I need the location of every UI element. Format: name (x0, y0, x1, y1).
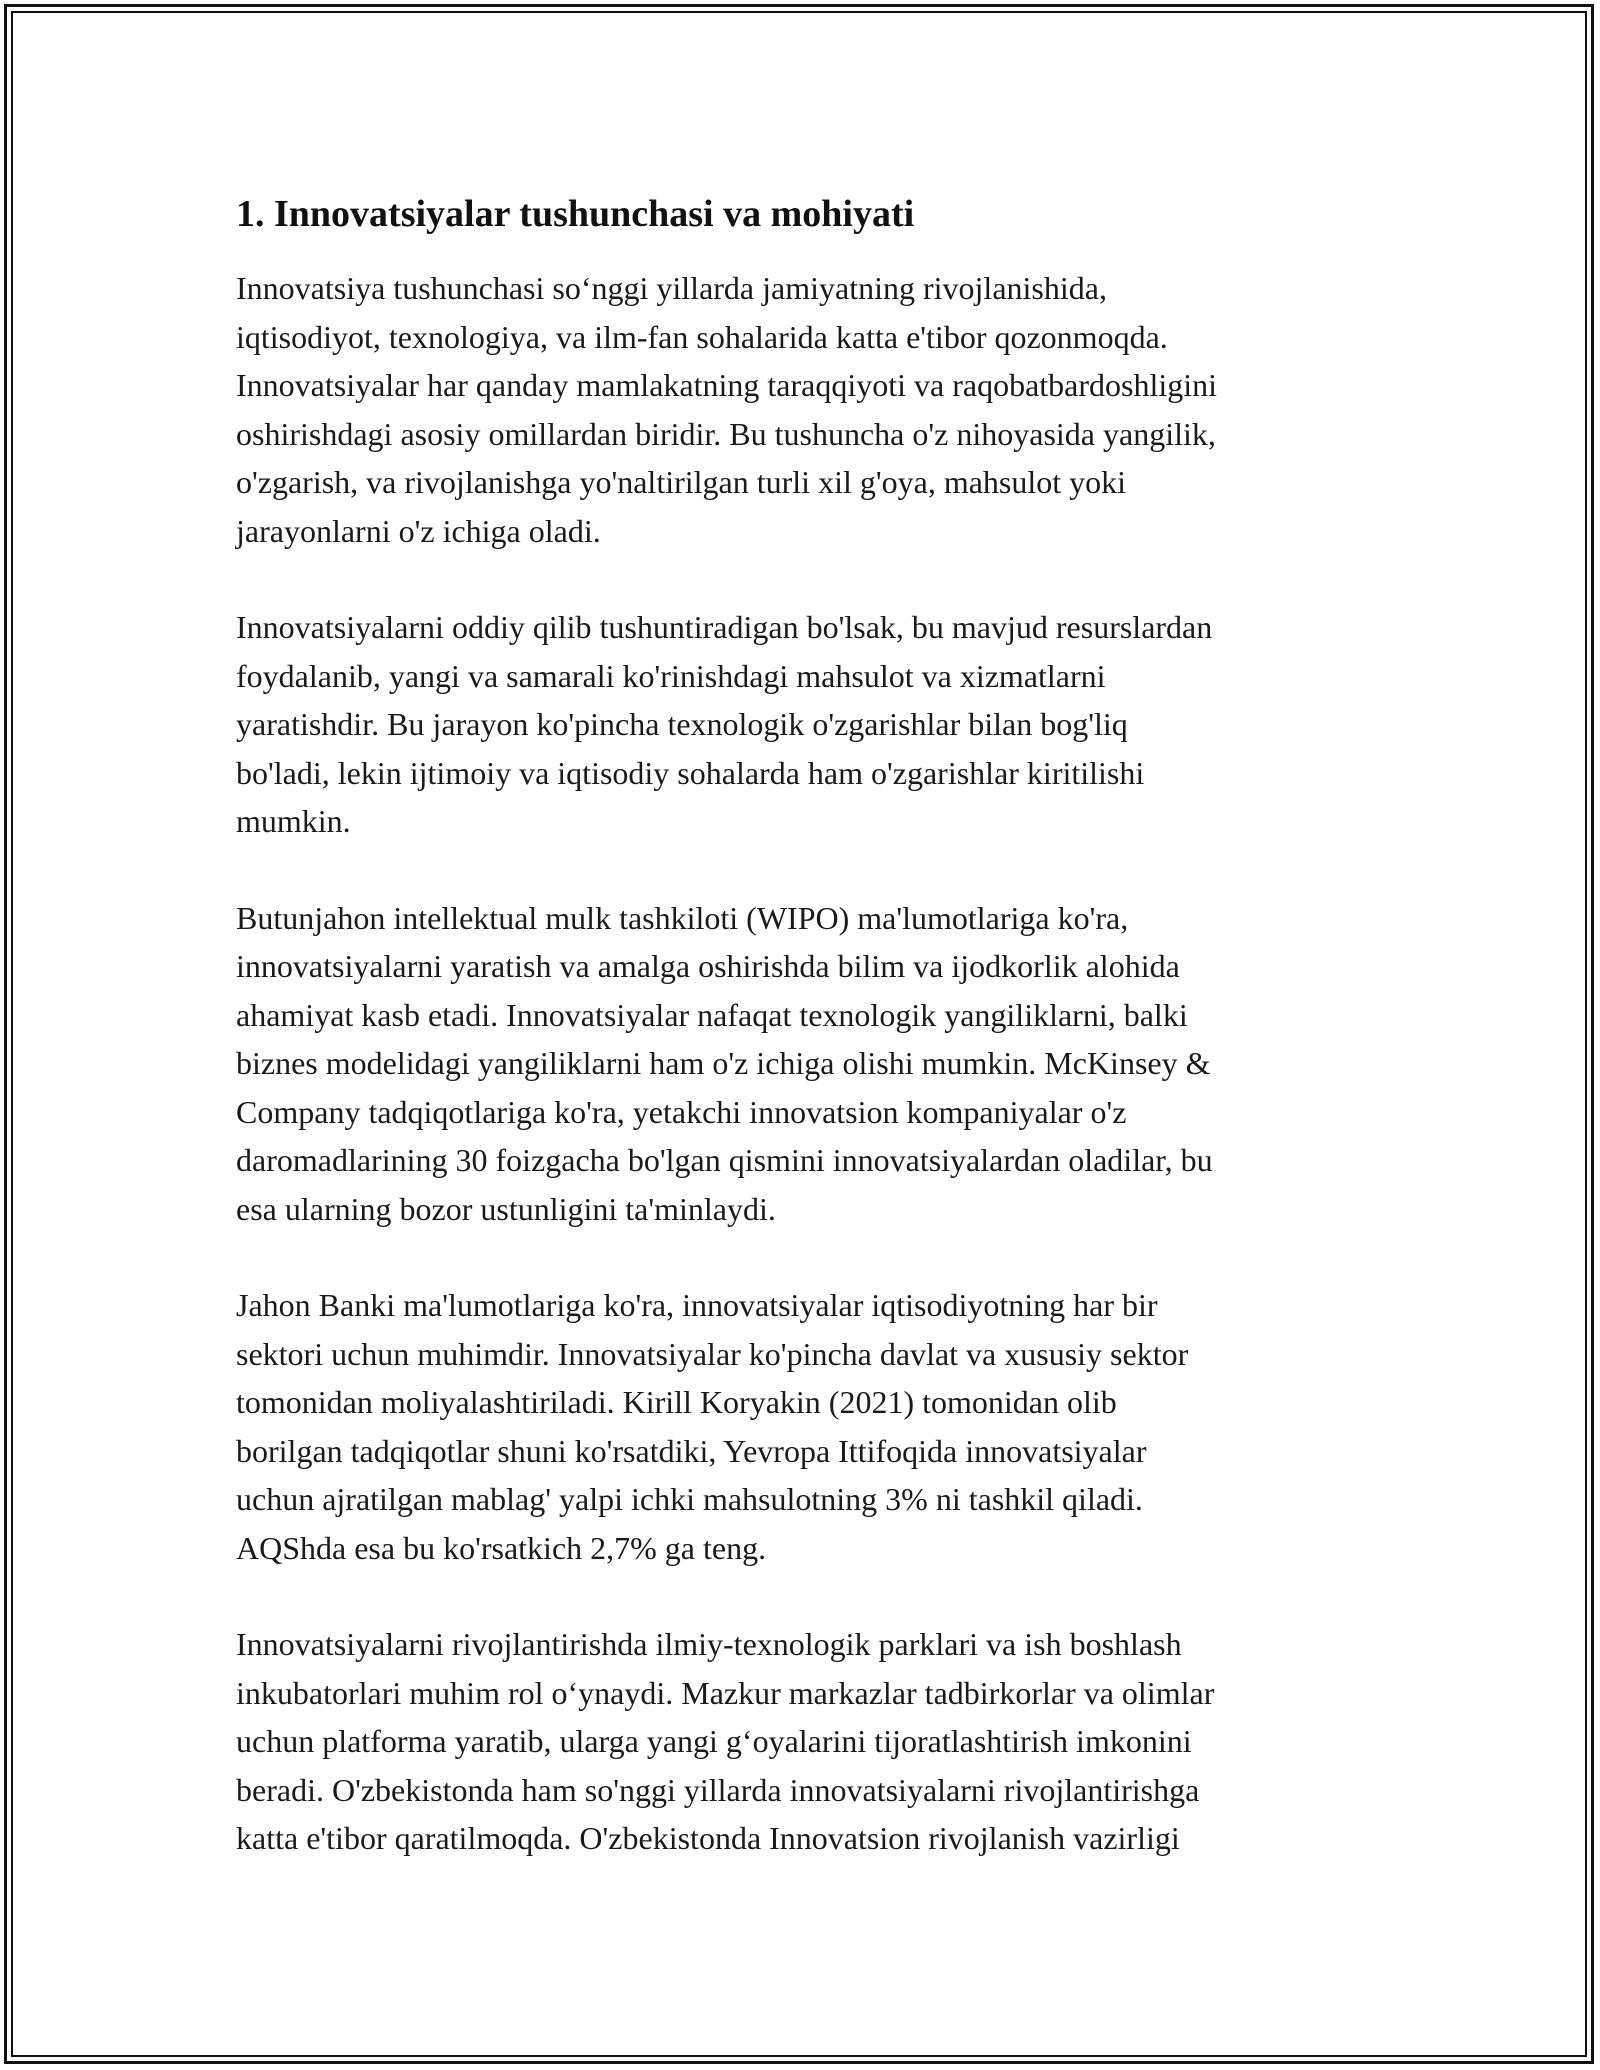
text-line: esa ularning bozor ustunligini ta'minlaydi. (236, 1190, 776, 1227)
text-line: uchun platforma yaratib, ularga yangi g‘oyalarini tijoratlashtirish imkonini (236, 1723, 1192, 1759)
text-line: inkubatorlari muhim rol o‘ynaydi. Mazkur markazlar tadbirkorlar va olimlar (236, 1674, 1215, 1711)
text-line: oshirishdagi asosiy omillardan biridir. Bu tushuncha o'z nihoyasida yangilik, (236, 415, 1216, 452)
text-line: ahamiyat kasb etadi. Innovatsiyalar nafaqat texnologik yangiliklarni, balki (236, 996, 1188, 1033)
text-line: daromadlarining 30 foizgacha bo'lgan qismini innovatsiyalardan oladilar, bu (236, 1142, 1213, 1178)
text-line: Butunjahon intellektual mulk tashkiloti (WIPO) ma'lumotlariga ko'ra, (236, 899, 1129, 936)
text-line: o'zgarish, va rivojlanishga yo'naltirilgan turli xil g'oya, mahsulot yoki (236, 464, 1127, 500)
paragraph-1 (236, 264, 1376, 555)
paragraph-4 (236, 1281, 1376, 1572)
text-line: Innovatsiya tushunchasi so‘nggi yillarda jamiyatning rivojlanishida, (236, 270, 1107, 306)
text-line: innovatsiyalarni yaratish va amalga oshirishda bilim va ijodkorlik alohida (236, 948, 1180, 984)
paragraph-2 (236, 603, 1376, 846)
text-line: borilgan tadqiqotlar shuni ko'rsatdiki, Yevropa Ittifoqida innovatsiyalar (236, 1432, 1147, 1469)
text-line: mumkin. (236, 803, 351, 839)
text-line: Jahon Banki ma'lumotlariga ko'ra, innovatsiyalar iqtisodiyotning har bir (236, 1287, 1158, 1323)
paragraph-3 (236, 894, 1376, 1234)
text-line: Innovatsiyalar har qanday mamlakatning taraqqiyoti va raqobatbardoshligini (236, 367, 1218, 403)
text-line: jarayonlarni o'z ichiga oladi. (236, 512, 601, 549)
text-line: katta e'tibor qaratilmoqda. O'zbekistonda Innovatsion rivojlanish vazirligi (236, 1820, 1180, 1856)
text-line: sektori uchun muhimdir. Innovatsiyalar ko'pincha davlat va xususiy sektor (236, 1335, 1189, 1372)
text-line: bo'ladi, lekin ijtimoiy va iqtisodiy sohalarda ham o'zgarishlar kiritilishi (236, 754, 1145, 791)
text-line: Innovatsiyalarni oddiy qilib tushuntiradigan bo'lsak, bu mavjud resurslardan (236, 609, 1213, 645)
text-line: Innovatsiyalarni rivojlantirishda ilmiy-texnologik parklari va ish boshlash (236, 1626, 1182, 1662)
paragraph-5 (236, 1620, 1376, 1863)
section-heading: 1. Innovatsiyalar tushunchasi va mohiyati (236, 193, 915, 235)
text-line: iqtisodiyot, texnologiya, va ilm-fan sohalarida katta e'tibor qozonmoqda. (236, 318, 1168, 355)
text-line: yaratishdir. Bu jarayon ko'pincha texnologik o'zgarishlar bilan bog'liq (236, 706, 1128, 742)
text-line: AQShda esa bu ko'rsatkich 2,7% ga teng. (236, 1529, 767, 1566)
text-line: foydalanib, yangi va samarali ko'rinishdagi mahsulot va xizmatlarni (236, 657, 1106, 694)
text-line: biznes modelidagi yangiliklarni ham o'z ichiga olishi mumkin. McKinsey & (236, 1045, 1211, 1081)
text-line: beradi. O'zbekistonda ham so'nggi yillarda innovatsiyalarni rivojlantirishga (236, 1771, 1200, 1808)
text-line: tomonidan moliyalashtiriladi. Kirill Koryakin (2021) tomonidan olib (236, 1384, 1117, 1420)
text-line: uchun ajratilgan mablag' yalpi ichki mahsulotning 3% ni tashkil qiladi. (236, 1481, 1143, 1517)
text-line: Company tadqiqotlariga ko'ra, yetakchi innovatsion kompaniyalar o'z (236, 1093, 1127, 1130)
document-body (236, 186, 1376, 1911)
